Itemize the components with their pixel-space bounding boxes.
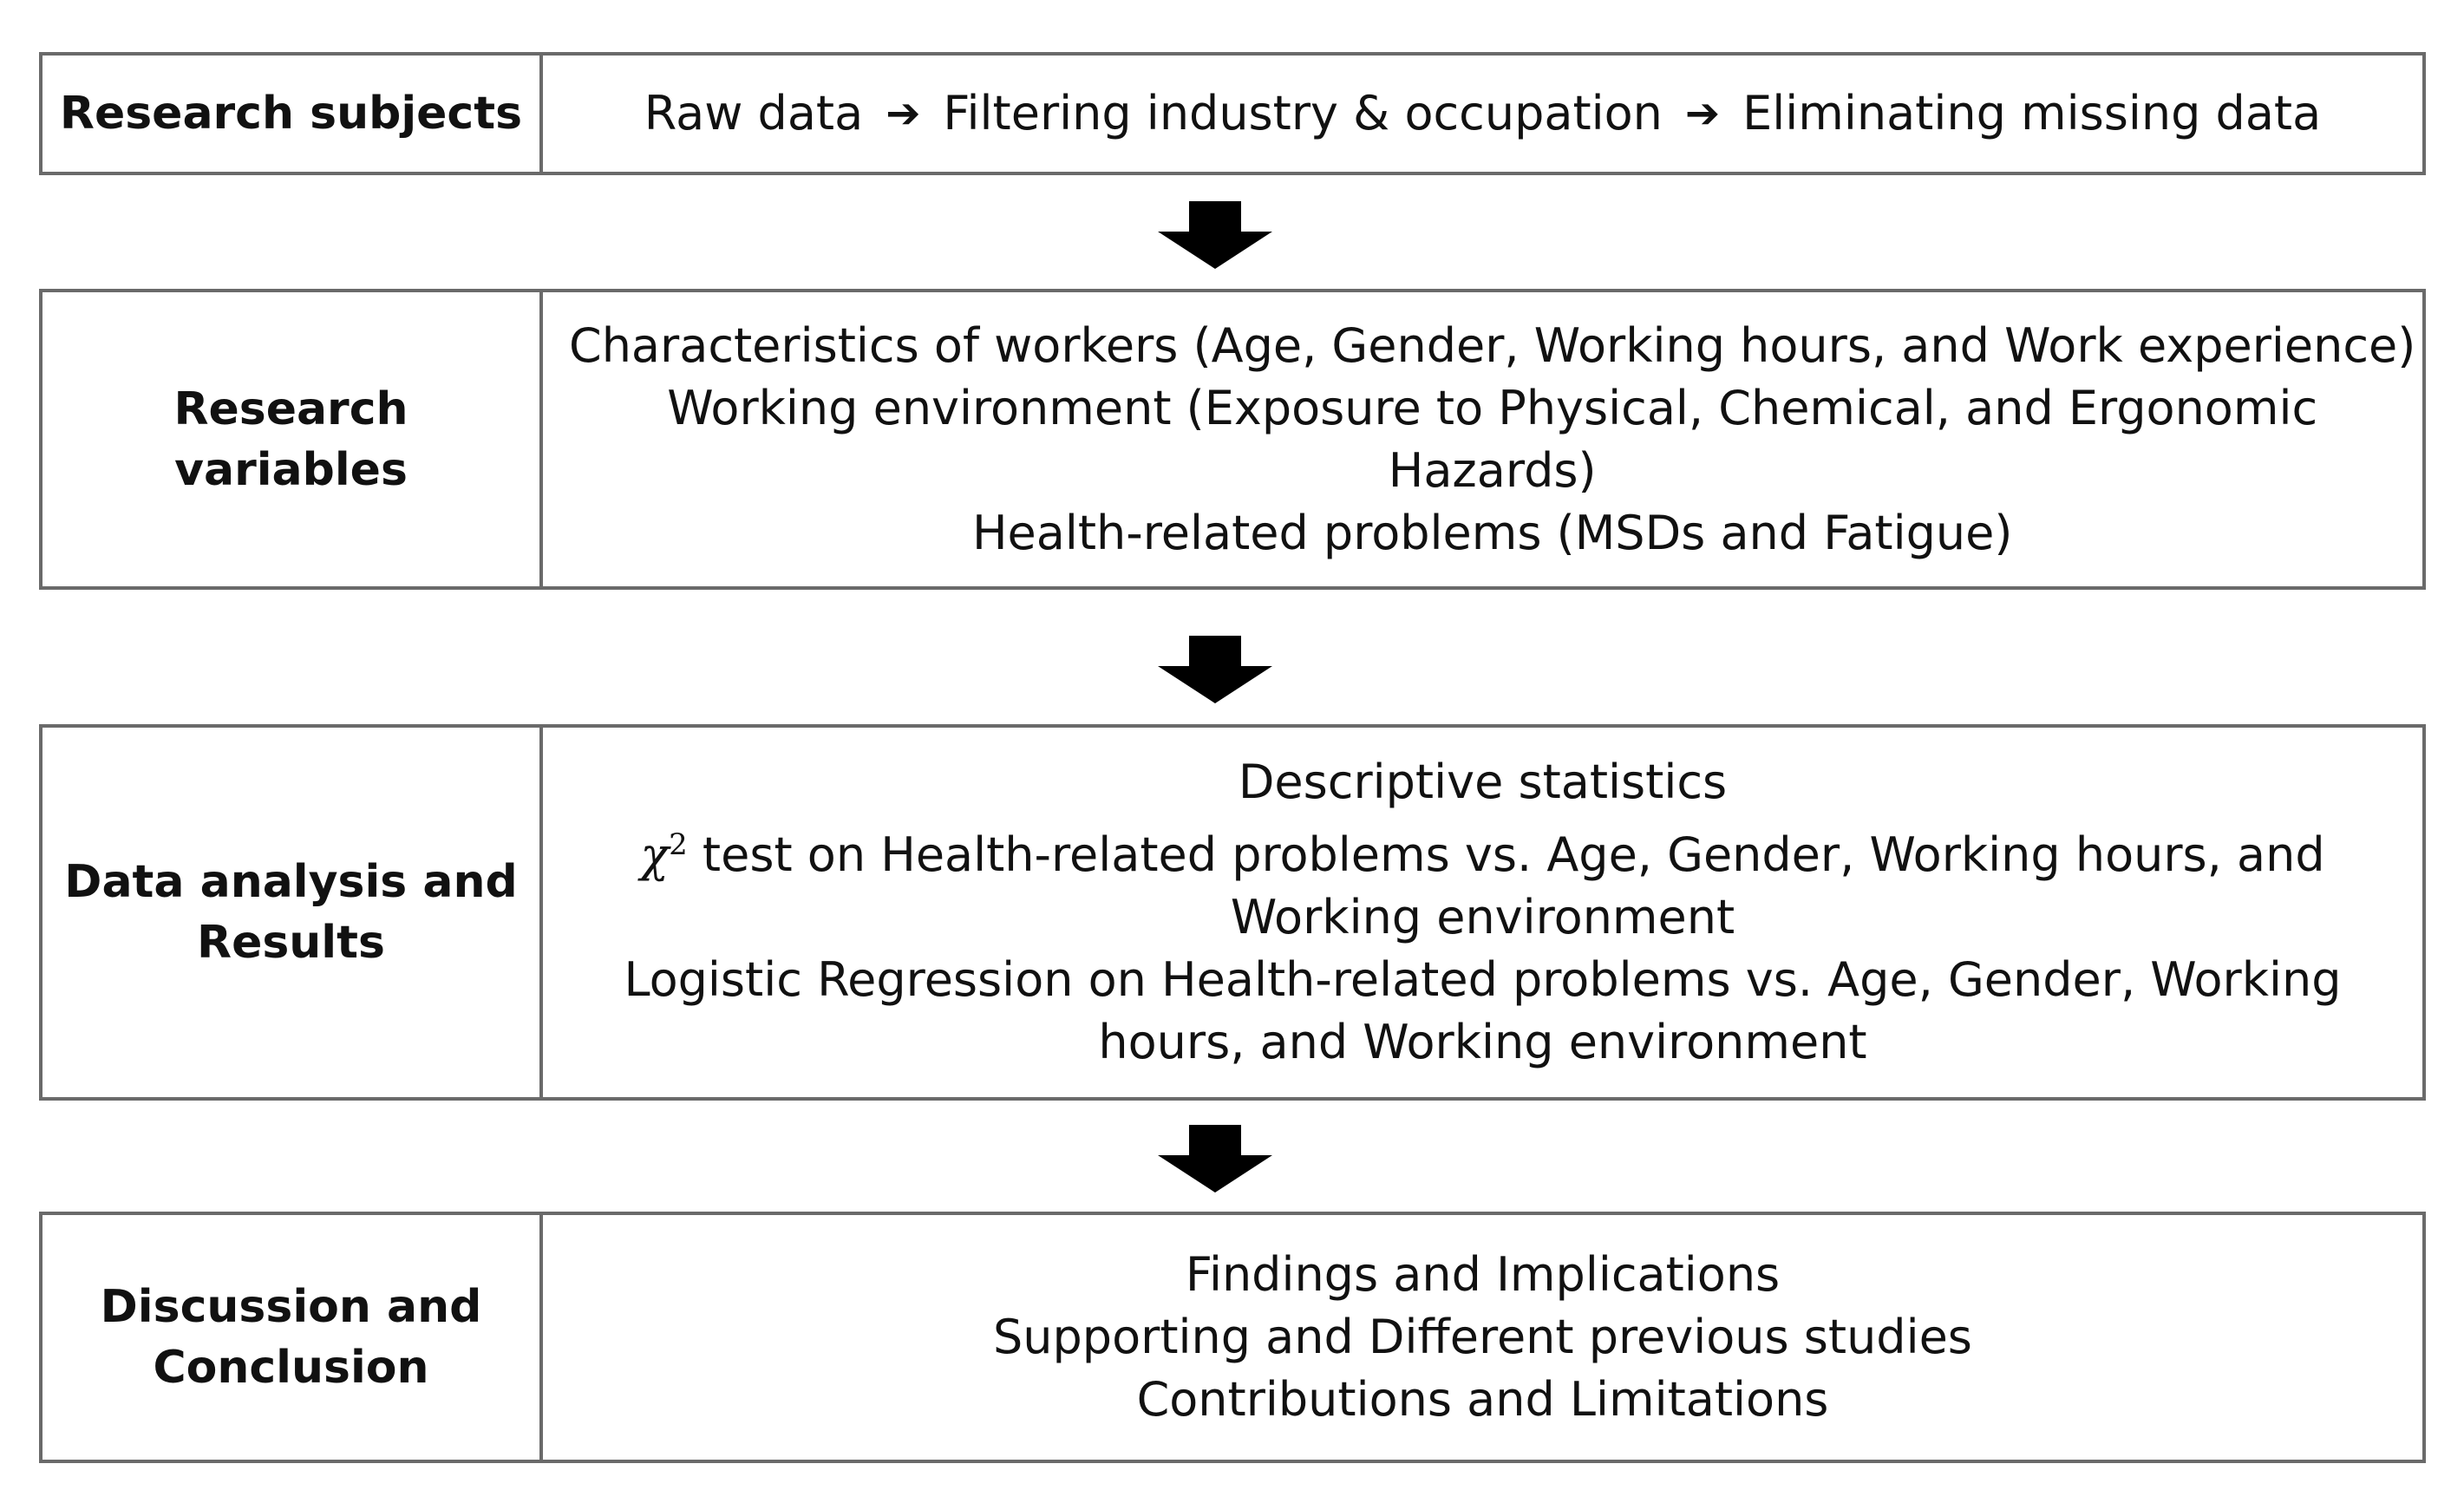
label-line: Conclusion — [153, 1342, 429, 1394]
step-content-data-analysis — [543, 728, 2422, 1097]
chi-symbol: χ — [640, 827, 670, 882]
variables-line-health: Health-related problems (MSDs and Fatigue) — [971, 505, 2013, 560]
label-line: Discussion and — [100, 1281, 482, 1333]
chi-square-text: test on Health-related problems vs. Age, Gender, Working hours, and — [702, 827, 2325, 882]
right-arrow-icon: ➔ — [886, 89, 921, 138]
variables-line-hazards: Hazards) — [1388, 442, 1597, 498]
discussion-line-contributions: Contributions and Limitations — [1136, 1372, 1829, 1427]
flow-item-eliminating: Eliminating missing data — [1742, 86, 2322, 140]
step-label-research-subjects: Research subjects — [42, 56, 543, 172]
flow-item-filtering: Filtering industry & occupation — [943, 86, 1663, 140]
chi-exponent: 2 — [669, 827, 688, 862]
step-label-research-variables: Research variables — [42, 292, 543, 586]
flow-item-raw-data: Raw data — [644, 86, 864, 140]
label-line: Data analysis and — [64, 856, 518, 908]
step-content-discussion — [543, 1215, 2422, 1460]
variables-line-workers: Characteristics of workers (Age, Gender, Working hours, and Work experience) — [569, 317, 2416, 373]
step-research-variables — [39, 289, 2426, 590]
down-arrow-icon — [1154, 1125, 1276, 1194]
discussion-line-studies: Supporting and Different previous studies — [993, 1310, 1972, 1364]
subjects-flow-line — [644, 82, 2321, 145]
right-arrow-icon: ➔ — [1684, 89, 1721, 138]
analysis-line-logistic-cont: hours, and Working environment — [1098, 1015, 1867, 1069]
step-discussion-conclusion — [39, 1212, 2426, 1463]
step-content-research-variables — [543, 292, 2441, 586]
down-arrow-icon — [1154, 201, 1276, 271]
analysis-line-logistic: Logistic Regression on Health-related problems vs. Age, Gender, Working — [624, 952, 2342, 1007]
step-content-research-subjects — [543, 56, 2422, 172]
chi-square-symbol — [640, 827, 687, 882]
step-label-data-analysis — [42, 728, 543, 1097]
step-label-discussion — [42, 1215, 543, 1460]
variables-line-environment: Working environment (Exposure to Physical, Chemical, and Ergonomic — [667, 380, 2318, 435]
down-arrow-icon — [1154, 636, 1276, 705]
analysis-line-chi-env: Working environment — [1230, 890, 1735, 944]
step-data-analysis — [39, 724, 2426, 1101]
step-research-subjects — [39, 52, 2426, 175]
discussion-line-findings: Findings and Implications — [1185, 1247, 1781, 1302]
analysis-line-chi-square — [640, 814, 2324, 886]
analysis-line-descriptive: Descriptive statistics — [1238, 755, 1728, 809]
label-line: Results — [197, 917, 385, 969]
